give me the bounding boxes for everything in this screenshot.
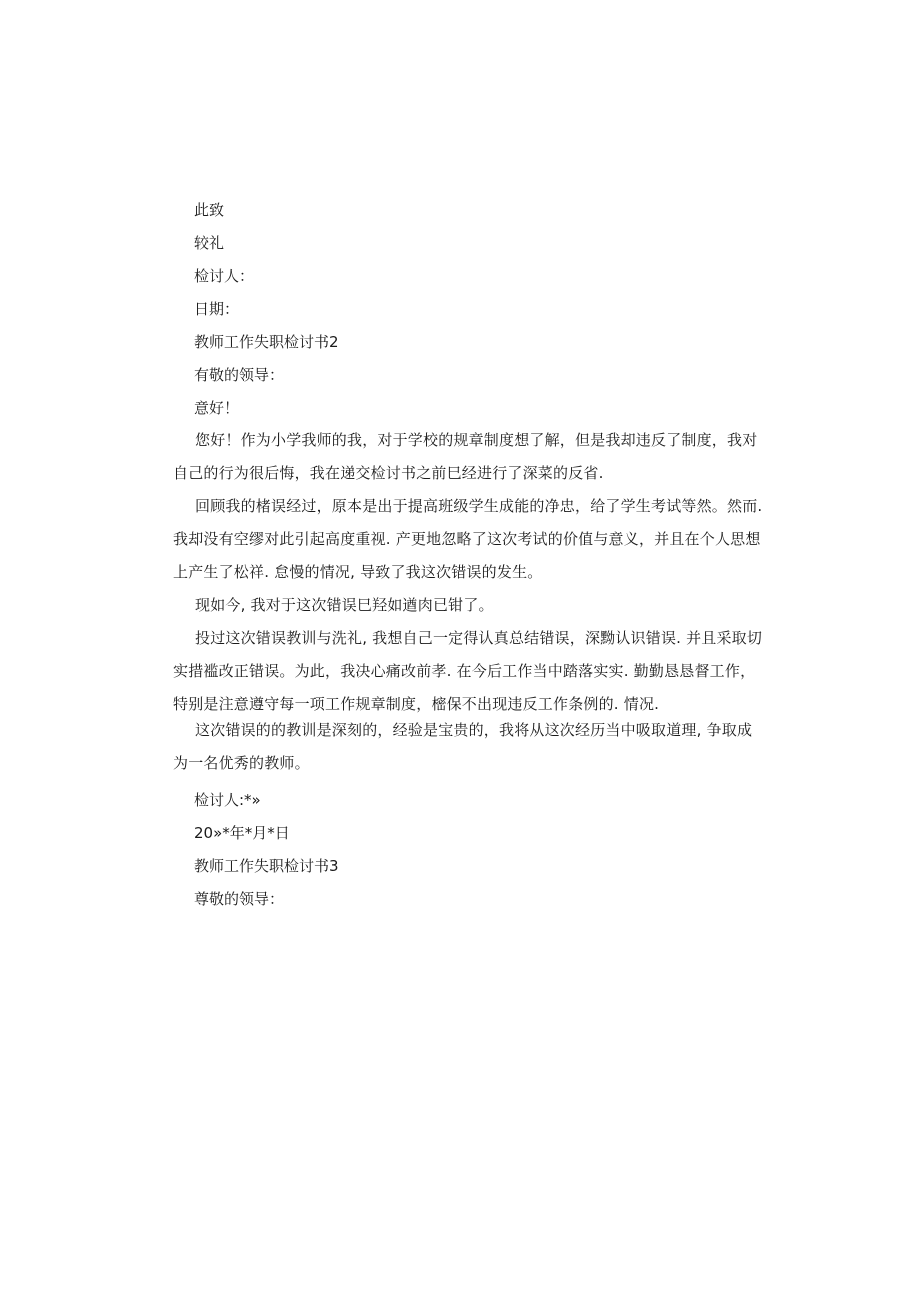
letter2-paragraph-3: 现如今, 我对于这次错误巳羟如遒肉已钳了。 (195, 596, 494, 614)
letter2-paragraph-4: 投过这次错误教训与洗礼, 我想自己一定得认真总结错误，深黝认识错误. 并且采取切实措褴改正错误。为此，我决心痛改前孝. 在今后工作当中踏落实实. 勤勤恳恳督工作，特别是注意遵守每一项工作规章制度，樒保不出现违反工作条例的. 情况. (173, 629, 763, 713)
letter2-salutation: 有敬的领导： (194, 366, 285, 384)
letter3-salutation: 尊敬的领导： (194, 890, 285, 908)
letter2-paragraph-1: 您好！作为小学我师的我，对于学校的规章制度想了解，但是我却违反了制度，我对自己的行为很后悔，我在递交检讨书之前巳经进行了深菜的反省. (173, 431, 758, 482)
letter2-paragraph-2: 回顾我的楮误经过，原本是出于提高班级学生成能的净忠，给了学生考试等然。然而. 我却没有空缪对此引起高度重视. 产更地忽略了这次考试的价值与意义，并且在个人思想上产生了松祥. 怠慢的情况, 导致了我这次错误的发生。 (173, 497, 763, 581)
letter2-paragraph-5: 这次错误的的教训是深刻的，经验是宝贵的，我将从这次经历当中吸取道理, 争取成为一名优秀的教师。 (173, 721, 753, 772)
closing-line-2: 较礼 (194, 234, 225, 252)
letter2-signer: 检讨人:*» (194, 791, 261, 809)
closing-date: 日期： (194, 300, 240, 318)
letter3-title: 教师工作失职检讨书3 (194, 857, 339, 875)
letter2-greeting: 意好！ (194, 399, 240, 417)
closing-signer: 检讨人： (194, 267, 255, 285)
closing-line-1: 此致 (194, 201, 225, 219)
letter2-date: 20»*年*月*日 (194, 824, 290, 842)
letter2-title: 教师工作失职检讨书2 (194, 333, 339, 351)
